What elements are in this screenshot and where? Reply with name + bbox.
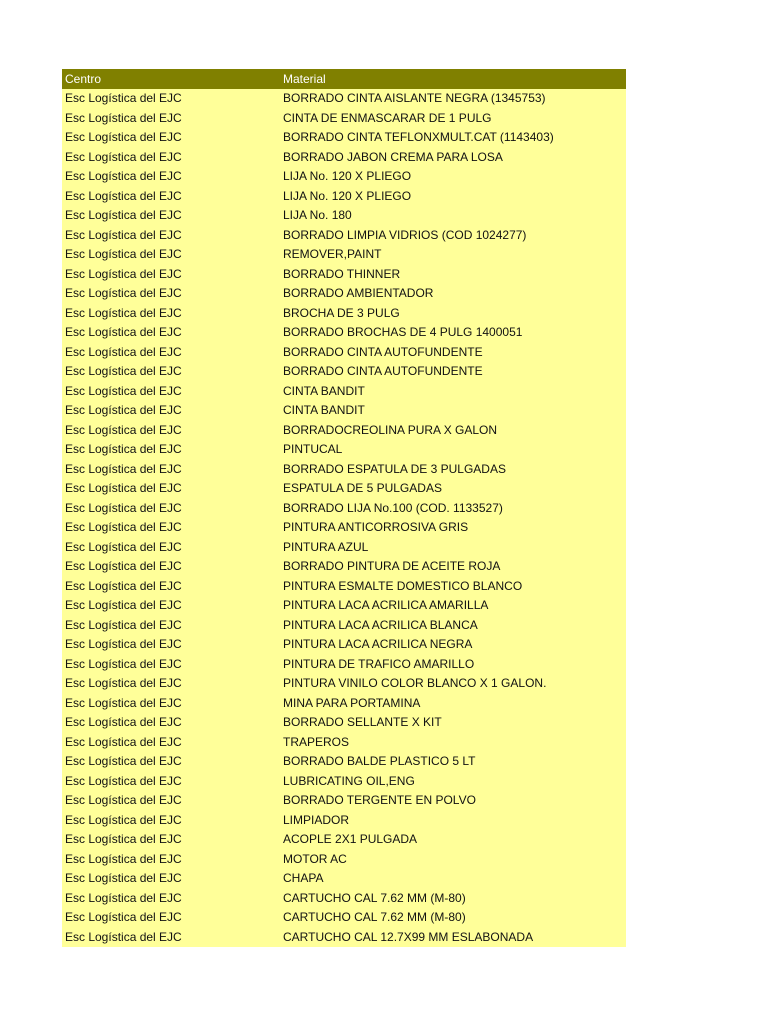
cell-material: PINTURA ANTICORROSIVA GRIS	[283, 520, 469, 534]
table-row	[62, 538, 626, 558]
cell-centro: Esc Logística del EJC	[65, 715, 182, 729]
cell-material: ESPATULA DE 5 PULGADAS	[283, 481, 442, 495]
cell-centro: Esc Logística del EJC	[65, 461, 182, 476]
cell-centro: Esc Logística del EJC	[65, 286, 182, 300]
cell-material: BORRADO SELLANTE X KIT	[283, 715, 442, 729]
table-row	[62, 830, 626, 850]
table-row	[62, 343, 626, 363]
table-row	[62, 323, 626, 343]
cell-centro: Esc Logística del EJC	[65, 91, 182, 105]
table-row	[62, 265, 626, 285]
table-row	[62, 226, 626, 246]
cell-material: BORRADO LIJA No.100 (COD. 1133527)	[283, 500, 503, 515]
cell-material: TRAPEROS	[283, 734, 350, 749]
cell-material: PINTURA LACA ACRILICA NEGRA	[283, 637, 473, 651]
cell-material: BORRADO BROCHAS DE 4 PULG 1400051	[283, 325, 523, 339]
cell-centro: Esc Logística del EJC	[65, 773, 182, 788]
table-row	[62, 674, 626, 694]
cell-centro: Esc Logística del EJC	[65, 403, 182, 417]
cell-material: LIJA No. 120 X PLIEGO	[283, 169, 412, 183]
table-row	[62, 811, 626, 831]
cell-centro: Esc Logística del EJC	[65, 812, 182, 827]
cell-centro: Esc Logística del EJC	[65, 247, 182, 261]
table-row	[62, 167, 626, 187]
table-row	[62, 928, 626, 948]
cell-material: BORRADO AMBIENTADOR	[283, 286, 434, 300]
cell-centro: Esc Logística del EJC	[65, 793, 182, 807]
table-row	[62, 791, 626, 811]
cell-material: MOTOR AC	[283, 851, 347, 866]
table-row	[62, 772, 626, 792]
table-row	[62, 362, 626, 382]
cell-centro: Esc Logística del EJC	[65, 656, 182, 671]
cell-centro: Esc Logística del EJC	[65, 364, 182, 378]
table-row	[62, 850, 626, 870]
cell-centro: Esc Logística del EJC	[65, 539, 182, 554]
cell-material: LUBRICATING OIL,ENG	[283, 773, 415, 788]
cell-centro: Esc Logística del EJC	[65, 500, 182, 515]
table-row	[62, 382, 626, 402]
table-row	[62, 557, 626, 577]
cell-material: BORRADO CINTA TEFLONXMULT.CAT (1143403)	[283, 130, 554, 144]
cell-material: PINTURA AZUL	[283, 539, 369, 554]
cell-material: BORRADO JABON CREMA PARA LOSA	[283, 149, 503, 164]
cell-centro: Esc Logística del EJC	[65, 910, 182, 924]
table-row	[62, 440, 626, 460]
table-row	[62, 401, 626, 421]
table-row	[62, 908, 626, 928]
cell-centro: Esc Logística del EJC	[65, 871, 182, 885]
table-row	[62, 889, 626, 909]
table-row	[62, 479, 626, 499]
cell-material: BORRADO PINTURA DE ACEITE ROJA	[283, 559, 501, 573]
table-row	[62, 499, 626, 519]
cell-centro: Esc Logística del EJC	[65, 227, 182, 242]
table-body	[62, 89, 626, 947]
cell-material: BORRADO CINTA AUTOFUNDENTE	[283, 344, 483, 359]
cell-centro: Esc Logística del EJC	[65, 676, 182, 690]
cell-centro: Esc Logística del EJC	[65, 754, 182, 768]
cell-centro: Esc Logística del EJC	[65, 130, 182, 144]
table-row	[62, 187, 626, 207]
cell-material: BORRADO TERGENTE EN POLVO	[283, 793, 476, 807]
header-centro: Centro	[65, 72, 102, 86]
table-row	[62, 869, 626, 889]
cell-centro: Esc Logística del EJC	[65, 559, 182, 573]
cell-material: PINTURA LACA ACRILICA AMARILLA	[283, 598, 489, 612]
cell-material: LIJA No. 180	[283, 208, 352, 222]
cell-material: MINA PARA PORTAMINA	[283, 695, 421, 710]
table-row	[62, 694, 626, 714]
table-row	[62, 733, 626, 753]
cell-centro: Esc Logística del EJC	[65, 695, 182, 710]
cell-centro: Esc Logística del EJC	[65, 442, 182, 456]
table-row	[62, 206, 626, 226]
cell-centro: Esc Logística del EJC	[65, 383, 182, 398]
cell-centro: Esc Logística del EJC	[65, 266, 182, 281]
cell-material: CARTUCHO CAL 7.62 MM (M-80)	[283, 890, 466, 905]
table-row	[62, 616, 626, 636]
cell-centro: Esc Logística del EJC	[65, 617, 182, 632]
cell-material: LIMPIADOR	[283, 812, 350, 827]
cell-centro: Esc Logística del EJC	[65, 890, 182, 905]
cell-centro: Esc Logística del EJC	[65, 344, 182, 359]
cell-material: CARTUCHO CAL 7.62 MM (M-80)	[283, 910, 466, 924]
cell-material: LIJA No. 120 X PLIEGO	[283, 188, 412, 203]
table-row	[62, 109, 626, 129]
cell-material: CINTA BANDIT	[283, 403, 365, 417]
table-row	[62, 128, 626, 148]
cell-material: PINTURA DE TRAFICO AMARILLO	[283, 656, 475, 671]
table-header	[62, 69, 626, 89]
cell-material: BORRADO LIMPIA VIDRIOS (COD 1024277)	[283, 227, 527, 242]
table-row	[62, 304, 626, 324]
table-row	[62, 752, 626, 772]
table-row	[62, 518, 626, 538]
cell-material: CHAPA	[283, 871, 324, 885]
table-row	[62, 635, 626, 655]
table-row	[62, 89, 626, 109]
table-row	[62, 284, 626, 304]
cell-centro: Esc Logística del EJC	[65, 481, 182, 495]
cell-material: BORRADO CINTA AUTOFUNDENTE	[283, 364, 483, 378]
header-material: Material	[283, 72, 326, 86]
cell-material: REMOVER,PAINT	[283, 247, 382, 261]
cell-centro: Esc Logística del EJC	[65, 851, 182, 866]
cell-material: PINTUCAL	[283, 442, 343, 456]
cell-centro: Esc Logística del EJC	[65, 188, 182, 203]
table-row	[62, 713, 626, 733]
cell-material: CINTA DE ENMASCARAR DE 1 PULG	[283, 110, 492, 125]
cell-centro: Esc Logística del EJC	[65, 110, 182, 125]
cell-material: BORRADO ESPATULA DE 3 PULGADAS	[283, 461, 506, 476]
table-row	[62, 421, 626, 441]
cell-centro: Esc Logística del EJC	[65, 325, 182, 339]
cell-centro: Esc Logística del EJC	[65, 637, 182, 651]
cell-centro: Esc Logística del EJC	[65, 929, 182, 944]
cell-material: PINTURA ESMALTE DOMESTICO BLANCO	[283, 578, 523, 593]
table-row	[62, 596, 626, 616]
cell-centro: Esc Logística del EJC	[65, 305, 182, 320]
cell-centro: Esc Logística del EJC	[65, 169, 182, 183]
cell-centro: Esc Logística del EJC	[65, 734, 182, 749]
cell-centro: Esc Logística del EJC	[65, 520, 182, 534]
cell-material: CINTA BANDIT	[283, 383, 365, 398]
cell-material: PINTURA VINILO COLOR BLANCO X 1 GALON.	[283, 676, 547, 690]
cell-centro: Esc Logística del EJC	[65, 149, 182, 164]
table-row	[62, 655, 626, 675]
cell-material: BORRADO THINNER	[283, 266, 401, 281]
table-row	[62, 148, 626, 168]
cell-centro: Esc Logística del EJC	[65, 598, 182, 612]
cell-material: ACOPLE 2X1 PULGADA	[283, 832, 418, 846]
table-row	[62, 577, 626, 597]
cell-material: BORRADOCREOLINA PURA X GALON	[283, 422, 498, 437]
cell-material: BROCHA DE 3 PULG	[283, 305, 400, 320]
cell-centro: Esc Logística del EJC	[65, 422, 182, 437]
cell-material: BORRADO BALDE PLASTICO 5 LT	[283, 754, 476, 768]
table-row	[62, 245, 626, 265]
table-row	[62, 460, 626, 480]
spreadsheet-table	[62, 69, 626, 947]
cell-material: CARTUCHO CAL 12.7X99 MM ESLABONADA	[283, 929, 534, 944]
cell-centro: Esc Logística del EJC	[65, 832, 182, 846]
cell-centro: Esc Logística del EJC	[65, 208, 182, 222]
cell-material: PINTURA LACA ACRILICA BLANCA	[283, 617, 478, 632]
cell-material: BORRADO CINTA AISLANTE NEGRA (1345753)	[283, 91, 546, 105]
cell-centro: Esc Logística del EJC	[65, 578, 182, 593]
